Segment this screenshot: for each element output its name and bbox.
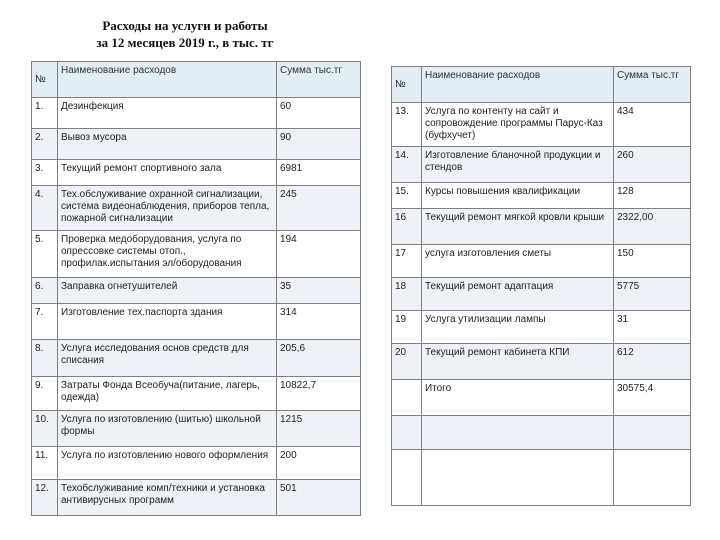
cell-name: Дезинфекция (58, 98, 277, 129)
cell-num: 3. (32, 160, 58, 186)
cell-num: 6. (32, 278, 58, 304)
header-num: № (392, 67, 422, 103)
table-row (392, 245, 691, 278)
cell-name: Услуга по контенту на сайт и сопровождение программы Парус-Каз (буфхучет) (422, 103, 614, 147)
table-row (32, 340, 361, 377)
cell-num (392, 450, 422, 506)
cell-num: 2. (32, 129, 58, 160)
cell-name: Вывоз мусора (58, 129, 277, 160)
cell-num: 18 (392, 278, 422, 311)
table-row (392, 311, 691, 344)
cell-amount: 5775 (614, 278, 691, 311)
table-row (32, 447, 361, 480)
table-row (392, 380, 691, 416)
cell-num: 1. (32, 98, 58, 129)
table-header-row (32, 62, 361, 98)
table-row (392, 209, 691, 245)
cell-name: Итого (422, 380, 614, 416)
cell-name: Текущий ремонт мягкой кровли крыши (422, 209, 614, 245)
cell-name: Услуга по изготовлению (шитью) школьной формы (58, 411, 277, 447)
cell-num: 14. (392, 147, 422, 183)
table-row (392, 103, 691, 147)
right-table-body (392, 103, 691, 506)
cell-amount: 314 (277, 304, 361, 340)
cell-name (422, 450, 614, 506)
cell-name: Тех.обслуживание охранной сигнализации, система видеонаблюдения, приборов тепла, пожарной сигнализации (58, 186, 277, 231)
cell-amount: 434 (614, 103, 691, 147)
cell-amount: 194 (277, 231, 361, 278)
cell-amount: 128 (614, 183, 691, 209)
cell-name: Услуга по изготовлению нового оформления (58, 447, 277, 480)
cell-num: 5. (32, 231, 58, 278)
cell-name: Текущий ремонт спортивного зала (58, 160, 277, 186)
cell-name (422, 416, 614, 450)
cell-name: Текущий ремонт кабинета КПИ (422, 344, 614, 380)
cell-amount: 2322,00 (614, 209, 691, 245)
table-row (32, 377, 361, 411)
cell-num: 9. (32, 377, 58, 411)
header-amount: Сумма тыс.тг (614, 67, 691, 103)
cell-name: Проверка медоборудования, услуга по опрессовке системы отоп., профилак.испытания эл/оборудования (58, 231, 277, 278)
table-row (32, 278, 361, 304)
table-row (32, 160, 361, 186)
cell-amount: 205,6 (277, 340, 361, 377)
cell-name: Услуга исследования основ средств для списания (58, 340, 277, 377)
page-title (60, 17, 310, 51)
cell-name: Услуга утилизации лампы (422, 311, 614, 344)
cell-amount (614, 450, 691, 506)
header-name: Наименование расходов (422, 67, 614, 103)
table-row (32, 98, 361, 129)
table-header-row (392, 67, 691, 103)
cell-name: Затраты Фонда Всеобуча(питание, лагерь, одежда) (58, 377, 277, 411)
cell-name: Курсы повышения квалификации (422, 183, 614, 209)
table-row (32, 480, 361, 516)
cell-num: 12. (32, 480, 58, 516)
cell-num: 8. (32, 340, 58, 377)
table-row (32, 304, 361, 340)
cell-amount: 30575,4 (614, 380, 691, 416)
table-row (392, 278, 691, 311)
cell-amount: 150 (614, 245, 691, 278)
table-row (392, 344, 691, 380)
header-name: Наименование расходов (58, 62, 277, 98)
cell-amount: 35 (277, 278, 361, 304)
left-table-body (32, 98, 361, 516)
table-row (392, 450, 691, 506)
cell-amount: 501 (277, 480, 361, 516)
cell-num (392, 416, 422, 450)
cell-amount: 10822,7 (277, 377, 361, 411)
expenses-table-left (31, 61, 361, 516)
title-line-2: за 12 месяцев 2019 г., в тыс. тг (96, 35, 274, 50)
cell-name: Текущий ремонт адаптация (422, 278, 614, 311)
expenses-table-right (391, 66, 691, 506)
table-row (392, 416, 691, 450)
cell-name: Изготовление бланочной продукции и стендов (422, 147, 614, 183)
table-row (392, 147, 691, 183)
cell-amount: 90 (277, 129, 361, 160)
table-row (392, 183, 691, 209)
cell-amount (614, 416, 691, 450)
cell-num (392, 380, 422, 416)
cell-name: Заправка огнетушителей (58, 278, 277, 304)
table-row (32, 186, 361, 231)
cell-amount: 245 (277, 186, 361, 231)
cell-num: 4. (32, 186, 58, 231)
cell-name: Изготовление тех.паспорта здания (58, 304, 277, 340)
cell-num: 11. (32, 447, 58, 480)
cell-num: 17 (392, 245, 422, 278)
cell-amount: 31 (614, 311, 691, 344)
header-num: № (32, 62, 58, 98)
cell-amount: 612 (614, 344, 691, 380)
cell-num: 10. (32, 411, 58, 447)
cell-amount: 6981 (277, 160, 361, 186)
title-line-1: Расходы на услуги и работы (102, 18, 268, 33)
cell-num: 7. (32, 304, 58, 340)
cell-amount: 60 (277, 98, 361, 129)
cell-num: 13. (392, 103, 422, 147)
cell-num: 16 (392, 209, 422, 245)
table-row (32, 411, 361, 447)
cell-amount: 200 (277, 447, 361, 480)
header-amount: Сумма тыс.тг (277, 62, 361, 98)
cell-num: 19 (392, 311, 422, 344)
cell-num: 15. (392, 183, 422, 209)
cell-amount: 260 (614, 147, 691, 183)
table-row (32, 231, 361, 278)
cell-name: Техобслуживание комп/техники и установка антивирусных программ (58, 480, 277, 516)
cell-amount: 1215 (277, 411, 361, 447)
cell-name: услуга изготовления сметы (422, 245, 614, 278)
table-row (32, 129, 361, 160)
cell-num: 20 (392, 344, 422, 380)
